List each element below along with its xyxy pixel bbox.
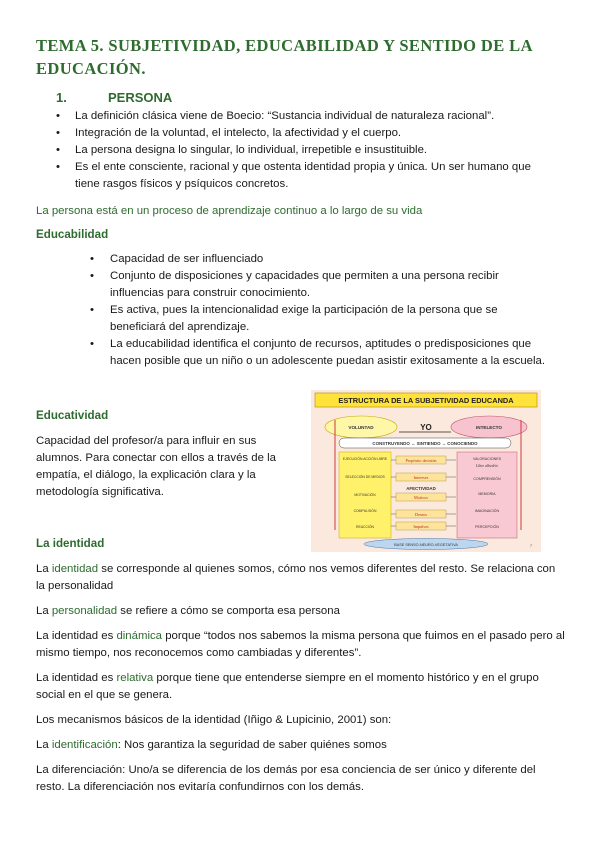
diagram-right-label: VALORACIONES bbox=[472, 457, 502, 461]
document-title: TEMA 5. SUBJETIVIDAD, EDUCABILIDAD Y SENTIDO DE LA EDUCACIÓN. bbox=[36, 36, 532, 78]
text-run: se refiere a cómo se comporta esa persona bbox=[117, 605, 340, 617]
diagram-band: CONSTRUYENDO ↔ SINTIENDO ↔ CONOCIENDO bbox=[372, 441, 478, 446]
diagram-yo: YO bbox=[420, 423, 432, 432]
diagram-right-label: PERCEPCIÓN bbox=[475, 525, 499, 529]
section-heading-persona bbox=[56, 90, 172, 105]
diagram-left-label: MOTIVACIÓN bbox=[354, 493, 376, 497]
identidad-heading: La identidad bbox=[36, 537, 105, 550]
diagram-base: BASE SENSO-NEURO-VEGETATIVA bbox=[394, 543, 458, 547]
diagram-mid-label: Motivos bbox=[414, 495, 428, 500]
highlighted-term: identificación bbox=[51, 739, 118, 751]
diagram-mid-label: AFECTIVIDAD bbox=[406, 486, 436, 491]
subjetividad-diagram bbox=[311, 390, 541, 552]
educatividad-heading: Educatividad bbox=[36, 409, 109, 422]
highlighted-term: relativa bbox=[116, 672, 154, 684]
persona-bullet-list bbox=[56, 108, 546, 193]
diagram-left-label: EJECUCIÓN ACCIÓN LIBRE bbox=[342, 457, 388, 461]
section-number: 1. bbox=[56, 90, 67, 105]
diagram-svg bbox=[311, 390, 541, 552]
list-item: • Conjunto de disposiciones y capacidades que permiten a una persona recibir influencias para construir conocimiento. bbox=[90, 268, 550, 302]
identidad-p7: La diferenciación: Uno/a se diferencia de los demás por esa conciencia de ser único y diferente del resto. La diferenciación nos evitaría confundirnos con los demás. bbox=[36, 764, 536, 793]
section-label: PERSONA bbox=[108, 90, 173, 105]
list-item: • La educabilidad identifica el conjunto de recursos, aptitudes o predisposiciones que hacen posible que un niño o un adolescente puedan asistir exitosamente a la escuela. bbox=[90, 336, 550, 370]
list-item: • La definición clásica viene de Boecio: “Sustancia individual de naturaleza racional”. bbox=[56, 108, 546, 125]
identidad-p3 bbox=[36, 628, 566, 662]
diagram-page-number: 7 bbox=[529, 543, 533, 548]
identidad-p1 bbox=[36, 561, 566, 595]
identidad-p2 bbox=[36, 603, 566, 620]
diagram-voluntad: VOLUNTAD bbox=[348, 425, 374, 430]
educabilidad-bullet-list bbox=[90, 251, 550, 370]
highlighted-term: identidad bbox=[51, 563, 99, 575]
text-run: La identidad es bbox=[36, 630, 117, 642]
diagram-mid-label: Deseos bbox=[414, 512, 428, 517]
text-run: La identidad es bbox=[36, 672, 117, 684]
list-item: • Capacidad de ser influenciado bbox=[90, 251, 550, 268]
highlighted-term: personalidad bbox=[51, 605, 118, 617]
highlighted-term: dinámica bbox=[116, 630, 163, 642]
text-run: La bbox=[36, 605, 52, 617]
text-run: porque “todos nos sabemos la misma persona que fuimos en el pasado pero al mismo tiempo, nos reconocemos como cambiadas y diferentes”. bbox=[36, 630, 565, 659]
text-run: La bbox=[36, 563, 52, 575]
diagram-title: ESTRUCTURA DE LA SUBJETIVIDAD EDUCANDA bbox=[338, 396, 514, 405]
diagram-left-label: REACCIÓN bbox=[356, 525, 374, 529]
diagram-left-label: COMPULSIÓN bbox=[353, 509, 377, 513]
diagram-right-label: Libre albedrío bbox=[476, 464, 498, 468]
text-run: porque tiene que entenderse siempre en el momento histórico y en el grupo social en el que se genera. bbox=[36, 672, 539, 701]
diagram-right-label: COMPRENSIÓN bbox=[473, 477, 501, 481]
aprendizaje-line: La persona está en un proceso de aprendizaje continuo a lo largo de su vida bbox=[36, 205, 423, 217]
diagram-mid-label: Propósito decisión bbox=[405, 458, 437, 463]
diagram-left-label: SELECCIÓN DE MEDIOS bbox=[345, 475, 385, 479]
diagram-intelecto: INTELECTO bbox=[476, 425, 502, 430]
list-item: • Integración de la voluntad, el intelecto, la afectividad y el cuerpo. bbox=[56, 125, 546, 142]
diagram-mid-label: Intereses bbox=[413, 475, 429, 480]
list-item: • Es activa, pues la intencionalidad exige la participación de la persona que se beneficiará del aprendizaje. bbox=[90, 302, 550, 336]
diagram-right-label: IMAGINACIÓN bbox=[474, 509, 500, 513]
list-item: • La persona designa lo singular, lo individual, irrepetible e insustituible. bbox=[56, 142, 546, 159]
educabilidad-heading: Educabilidad bbox=[36, 228, 109, 241]
text-run: se corresponde al quienes somos, cómo nos vemos diferentes del resto. Se relaciona con la personalidad bbox=[36, 563, 556, 592]
text-run: : Nos garantiza la seguridad de saber quiénes somos bbox=[117, 739, 387, 751]
educatividad-text: Capacidad del profesor/a para influir en sus alumnos. Para conectar con ellos a través de la empatía, el diálogo, la explicación clara y la metodología significativa. bbox=[36, 435, 276, 498]
list-item: • Es el ente consciente, racional y que ostenta identidad propia y única. Un ser humano que tiene rasgos físicos y psíquicos concretos. bbox=[56, 159, 546, 193]
diagram-right-label: MEMORIA bbox=[478, 492, 496, 496]
identidad-p6 bbox=[36, 737, 566, 754]
identidad-p5: Los mecanismos básicos de la identidad (Iñigo & Lupicinio, 2001) son: bbox=[36, 714, 392, 726]
text-run: La bbox=[36, 739, 52, 751]
diagram-mid-label: Impulsos bbox=[413, 524, 429, 529]
identidad-p4 bbox=[36, 670, 566, 704]
